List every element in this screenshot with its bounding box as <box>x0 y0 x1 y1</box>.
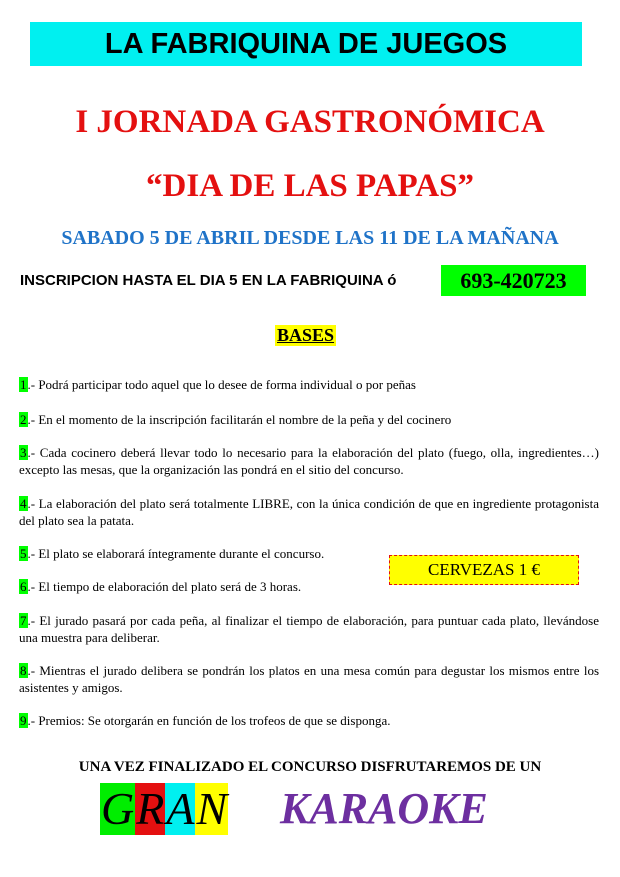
registration-text: INSCRIPCION HASTA EL DIA 5 EN LA FABRIQUINA ó <box>20 272 397 289</box>
rule-item <box>19 411 599 428</box>
rule-text: .- La elaboración del plato será totalmente LIBRE, con la única condición de que en ingrediente protagonista del plato sea la patata. <box>19 496 599 528</box>
phone-number: 693-420723 <box>441 265 586 296</box>
rule-item <box>19 545 379 562</box>
rule-number: 3 <box>20 445 27 460</box>
rule-item <box>19 495 599 529</box>
rule-number: 6 <box>20 579 27 594</box>
event-subtitle: “DIA DE LAS PAPAS” <box>146 168 474 204</box>
rule-text: .- Cada cocinero deberá llevar todo lo necesario para la elaboración del plato (fuego, olla, ingredientes…) excepto las mesas, que la organización las pondrá en el sitio del concurso. <box>19 445 599 477</box>
gran-letter: G <box>101 783 135 834</box>
rule-item <box>19 376 599 393</box>
gran-letter: R <box>136 783 165 834</box>
gran-letter: A <box>166 783 195 834</box>
rule-number: 5 <box>20 546 27 561</box>
event-title: I JORNADA GASTRONÓMICA <box>75 104 545 140</box>
rule-item <box>19 662 599 696</box>
gran-word <box>100 783 228 835</box>
header-title: LA FABRIQUINA DE JUEGOS <box>30 22 582 66</box>
rule-item <box>19 444 599 478</box>
rule-text: .- Mientras el jurado delibera se pondrán los platos en una mesa común para degustar los mismos entre los asistentes y amigos. <box>19 663 599 695</box>
gran-letter: N <box>196 783 228 834</box>
rule-item <box>19 712 599 729</box>
bases-heading: BASES <box>277 325 335 345</box>
rule-number: 4 <box>20 496 27 511</box>
event-date: SABADO 5 DE ABRIL DESDE LAS 11 DE LA MAÑANA <box>61 227 559 249</box>
rule-text: .- El jurado pasará por cada peña, al finalizar el tiempo de elaboración, para puntuar cada plato, llevándose una muestra para deliberar. <box>19 613 599 645</box>
rule-number: 7 <box>20 613 27 628</box>
beer-price-box: CERVEZAS 1 € <box>389 555 579 585</box>
rule-text: .- Podrá participar todo aquel que lo desee de forma individual o por peñas <box>27 377 416 392</box>
rule-item <box>19 578 379 595</box>
finale-text: UNA VEZ FINALIZADO EL CONCURSO DISFRUTAREMOS DE UN <box>78 759 542 775</box>
rule-text: .- Premios: Se otorgarán en función de los trofeos de que se disponga. <box>27 713 391 728</box>
rule-text: .- El plato se elaborará íntegramente durante el concurso. <box>27 546 325 561</box>
rule-number: 1 <box>20 377 27 392</box>
karaoke-word: KARAOKE <box>280 784 488 833</box>
rule-text: .- El tiempo de elaboración del plato será de 3 horas. <box>27 579 302 594</box>
rule-number: 8 <box>20 663 27 678</box>
rule-text: .- En el momento de la inscripción facilitarán el nombre de la peña y del cocinero <box>27 412 452 427</box>
rule-number: 2 <box>20 412 27 427</box>
rule-item <box>19 612 599 646</box>
rule-number: 9 <box>20 713 27 728</box>
